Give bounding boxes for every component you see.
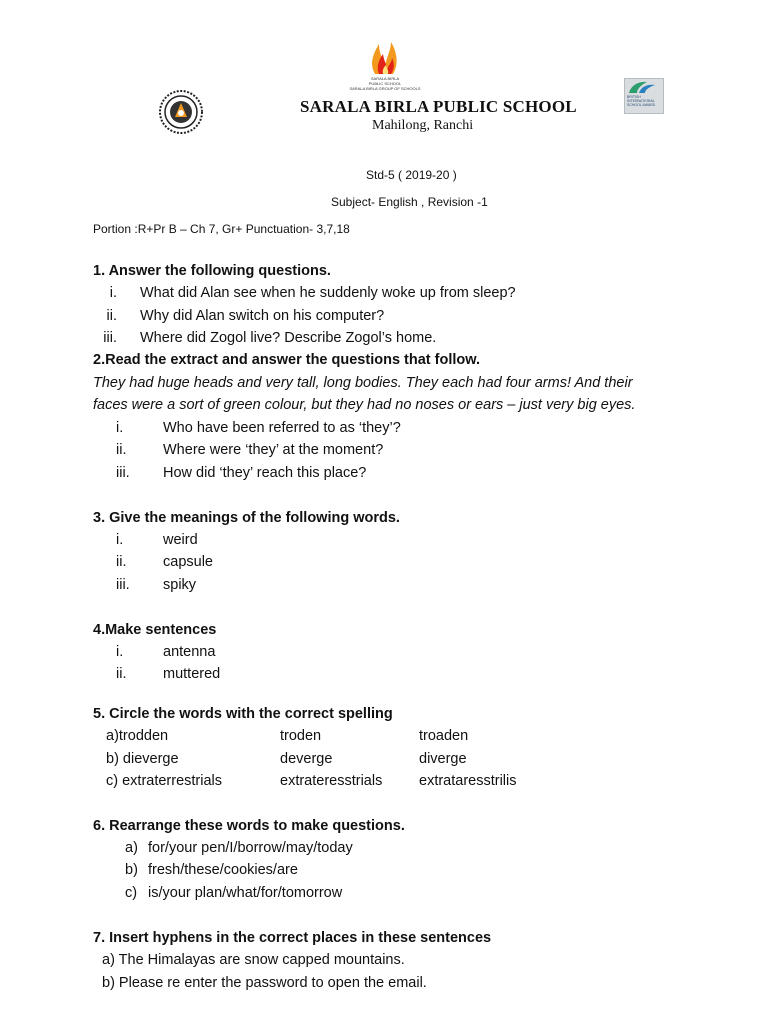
- list-item-text: muttered: [163, 666, 221, 682]
- question-title: 1. Answer the following questions.: [93, 263, 331, 279]
- question-title: 5. Circle the words with the correct spelling: [93, 706, 393, 722]
- spelling-option: troden: [280, 728, 322, 744]
- list-item-number: i.: [116, 532, 124, 548]
- list-item-text: antenna: [163, 644, 216, 660]
- spelling-option: deverge: [280, 751, 333, 767]
- list-item-text: b) Please re enter the password to open the email.: [102, 975, 427, 991]
- list-item-number: iii.: [116, 465, 130, 481]
- list-item-text: spiky: [163, 577, 197, 593]
- list-item-number: ii.: [116, 442, 127, 458]
- question-title: 2.Read the extract and answer the questions that follow.: [93, 352, 481, 368]
- question-title: 7. Insert hyphens in the correct places in these sentences: [93, 930, 492, 946]
- school-location: Mahilong, Ranchi: [372, 118, 474, 133]
- list-item-text: Where did Zogol live? Describe Zogol’s home.: [140, 330, 437, 346]
- question-title: 3. Give the meanings of the following words.: [93, 510, 400, 526]
- question-title: 6. Rearrange these words to make questions.: [93, 818, 405, 834]
- spelling-option: extrataresstrilis: [419, 773, 517, 789]
- list-item-number: i.: [109, 285, 117, 301]
- badge-text-line: BRITISH: [627, 95, 641, 99]
- list-item-number: ii.: [116, 666, 127, 682]
- logo-caption-line: SARALA BIRLA GROUP OF SCHOOLS: [349, 86, 421, 91]
- badge-text-line: SCHOOL AWARD: [627, 103, 656, 107]
- list-item-text: capsule: [163, 554, 213, 570]
- spelling-option: c) extraterrestrials: [106, 773, 223, 789]
- list-item-text: Where were ‘they’ at the moment?: [163, 442, 384, 458]
- list-item-text: weird: [163, 532, 198, 548]
- spelling-option: diverge: [419, 751, 467, 767]
- list-item-number: iii.: [103, 330, 117, 346]
- list-item-text: What did Alan see when he suddenly woke up from sleep?: [140, 285, 516, 301]
- extract-line: They had huge heads and very tall, long bodies. They each had four arms! And their: [93, 375, 633, 391]
- extract-line: faces were a sort of green colour, but they had no noses or ears – just very big eyes.: [93, 397, 636, 413]
- list-item-number: i.: [116, 644, 124, 660]
- list-item-number: i.: [116, 420, 124, 436]
- award-badge-icon: [624, 78, 664, 114]
- school-name: SARALA BIRLA PUBLIC SCHOOL: [300, 97, 577, 116]
- list-item-number: ii.: [106, 308, 117, 324]
- list-item-number: b): [125, 862, 138, 878]
- list-item-text: Why did Alan switch on his computer?: [140, 308, 385, 324]
- school-seal-icon: [158, 89, 204, 135]
- spelling-option: a)trodden: [106, 728, 169, 744]
- logo-caption-line: PUBLIC SCHOOL: [368, 81, 402, 86]
- logo-caption: [335, 76, 435, 91]
- spelling-option: b) dieverge: [106, 751, 179, 767]
- list-item-number: ii.: [116, 554, 127, 570]
- badge-text-line: INTERNATIONAL: [627, 99, 655, 103]
- list-item-text: for/your pen/I/borrow/may/today: [148, 840, 353, 856]
- spelling-option: extrateresstrials: [280, 773, 383, 789]
- spelling-option: troaden: [419, 728, 469, 744]
- list-item-text: fresh/these/cookies/are: [148, 862, 298, 878]
- list-item-text: Who have been referred to as ‘they’?: [163, 420, 401, 436]
- question-title: 4.Make sentences: [93, 622, 217, 638]
- std-line: Std-5 ( 2019-20 ): [366, 168, 457, 182]
- subject-line: Subject- English , Revision -1: [331, 195, 488, 209]
- flame-logo-icon: [365, 40, 405, 76]
- list-item-number: a): [125, 840, 138, 856]
- list-item-number: iii.: [116, 577, 130, 593]
- list-item-text: a) The Himalayas are snow capped mountains.: [102, 952, 405, 968]
- list-item-text: How did ‘they’ reach this place?: [163, 465, 367, 481]
- list-item-number: c): [125, 885, 138, 901]
- logo-caption-line: SARALA BIRLA: [370, 76, 400, 81]
- portion-line: Portion :R+Pr B – Ch 7, Gr+ Punctuation- 3,7,18: [93, 222, 350, 236]
- list-item-text: is/your plan/what/for/tomorrow: [148, 885, 343, 901]
